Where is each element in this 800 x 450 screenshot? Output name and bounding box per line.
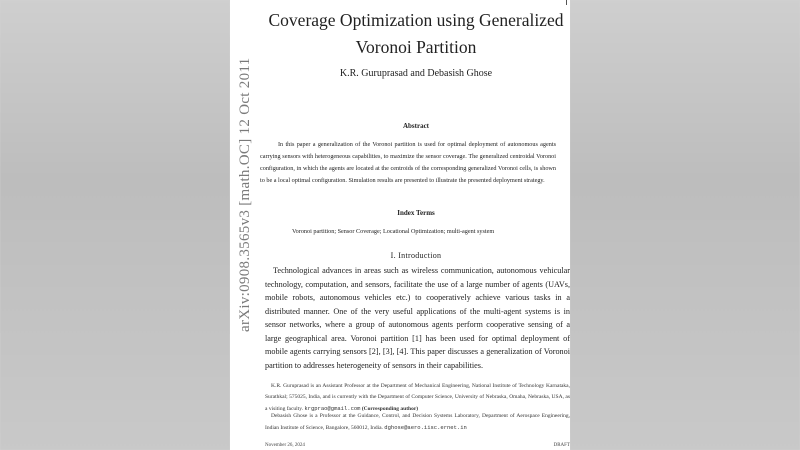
footnote-author2-email: dghose@aero.iisc.ernet.in [384, 424, 467, 431]
paper-title-line1: Coverage Optimization using Generalized [268, 10, 564, 30]
draft-label: DRAFT [553, 443, 570, 448]
index-terms-heading: Index Terms [397, 209, 435, 217]
paper-page [230, 0, 570, 450]
index-terms-text: Voronoi partition; Sensor Coverage; Locational Optimization; multi-agent system [292, 228, 495, 235]
footnote-author2 [265, 411, 570, 434]
footnote-author1 [265, 381, 570, 415]
footnote-corresponding-tag: (Corresponding author) [361, 406, 419, 412]
footnote-author1-email: krgprao@gmail.com [304, 405, 361, 412]
footnote-author1-text: K.R. Guruprasad is an Assistant Professor at the Department of Mechanical Engineering, National Institute of Technology Karnataka, Surathkal; 575025, India, and is currently with the Department of Computer Science, University of Nebraska, Omaha, Nebraska, USA, as a visiting faculty. [265, 383, 570, 412]
abstract-text: In this paper a generalization of the Voronoi partition is used for optimal deployment of autonomous agents carrying sensors with heterogeneous capabilities, to maximize the sensor coverage. The generalized centroidal Voronoi configuration, in which the agents are located at the centroids of the corresponding generalized Voronoi cells, is shown to be a local optimal configuration. Simulation results are presented to illustrate the presented deployment strategy. [260, 141, 556, 184]
arxiv-identifier: arXiv:0908.3565v3 [math.OC] 12 Oct 2011 [237, 57, 253, 332]
background-left-blur [0, 0, 230, 450]
page-date: November 26, 2024 [265, 443, 305, 448]
introduction-text: Technological advances in areas such as wireless communication, autonomous vehicular technology, computation, and sensors, facilitate the use of a large number of agents (UAVs, mobile robots, autonomous vehicles etc.) to cooperatively achieve various tasks in a distributed manner. One of the very useful applications of the multi-agent systems is in sensor networks, where a group of autonomous agents perform cooperative sensing of a large geographical area. Voronoi partition [1] has been used for optimal deployment of mobile agents carrying sensors [2], [3], [4]. This paper discusses a generalization of Voronoi partition to addresses heterogeneity of sensors in their capabilities. [265, 266, 570, 370]
paper-title-line2: Voronoi Partition [355, 37, 477, 57]
background-right-blur [570, 0, 800, 450]
introduction-heading: I. Introduction [390, 251, 442, 260]
footnote-author2-text: Debasish Ghose is a Professor at the Guidance, Control, and Decision Systems Laboratory, Department of Aerospace Engineering, Indian Institute of Science, Bangalore, 560012, India. [265, 413, 570, 431]
page-corner-mark [566, 0, 567, 5]
paper-authors: K.R. Guruprasad and Debasish Ghose [339, 68, 493, 79]
abstract-heading: Abstract [402, 122, 430, 130]
